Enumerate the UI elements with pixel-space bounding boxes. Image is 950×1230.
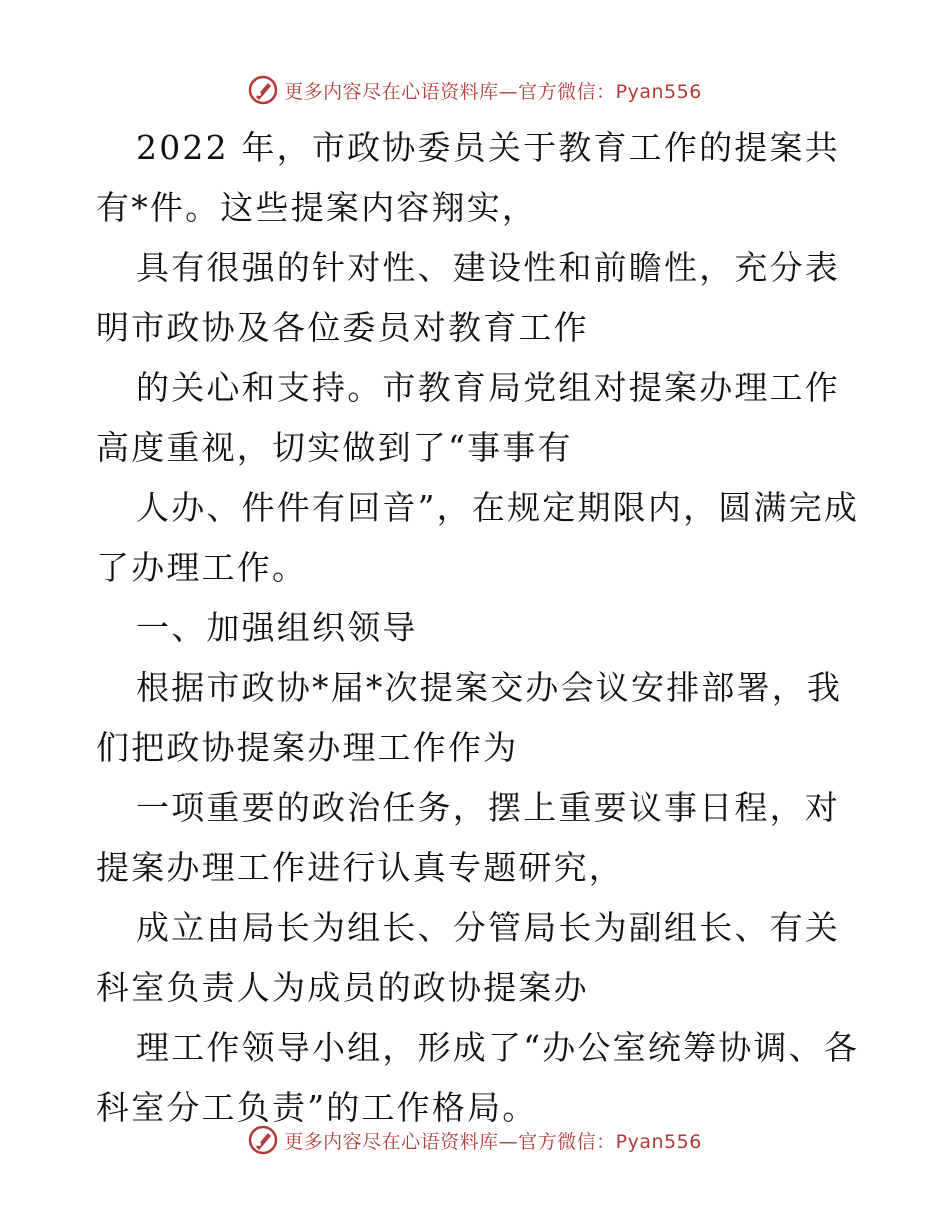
paragraph-5: 根据市政协*届*次提案交办会议安排部署，我们把政协提案办理工作作为 <box>96 668 843 767</box>
paragraph-3: 的关心和支持。市教育局党组对提案办理工作高度重视，切实做到了“事事有 <box>96 368 840 467</box>
paragraph-7: 成立由局长为组长、分管局长为副组长、有关科室负责人为成员的政协提案办 <box>96 908 840 1007</box>
paragraph-1: 2022 年，市政协委员关于教育工作的提案共有*件。这些提案内容翔实， <box>96 128 840 227</box>
quill-logo-icon <box>248 75 278 105</box>
paragraph-6: 一项重要的政治任务，摆上重要议事日程，对提案办理工作进行认真专题研究， <box>96 788 840 887</box>
paragraph-4: 人办、件件有回音”，在规定期限内，圆满完成了办理工作。 <box>96 488 860 587</box>
paragraph-2: 具有很强的针对性、建设性和前瞻性，充分表明市政协及各位委员对教育工作 <box>96 248 840 347</box>
paragraph-8: 理工作领导小组，形成了“办公室统筹协调、各科室分工负责”的工作格局。 <box>96 1028 860 1127</box>
section-heading: 一、加强组织领导 <box>136 608 418 647</box>
header-watermark <box>0 70 950 110</box>
footer-watermark <box>0 1120 950 1160</box>
document-body <box>96 118 866 1138</box>
watermark-text: 更多内容尽在心语资料库—官方微信：Pyan556 <box>284 80 702 103</box>
quill-logo-icon <box>248 1125 278 1155</box>
watermark-text: 更多内容尽在心语资料库—官方微信：Pyan556 <box>284 1130 702 1153</box>
